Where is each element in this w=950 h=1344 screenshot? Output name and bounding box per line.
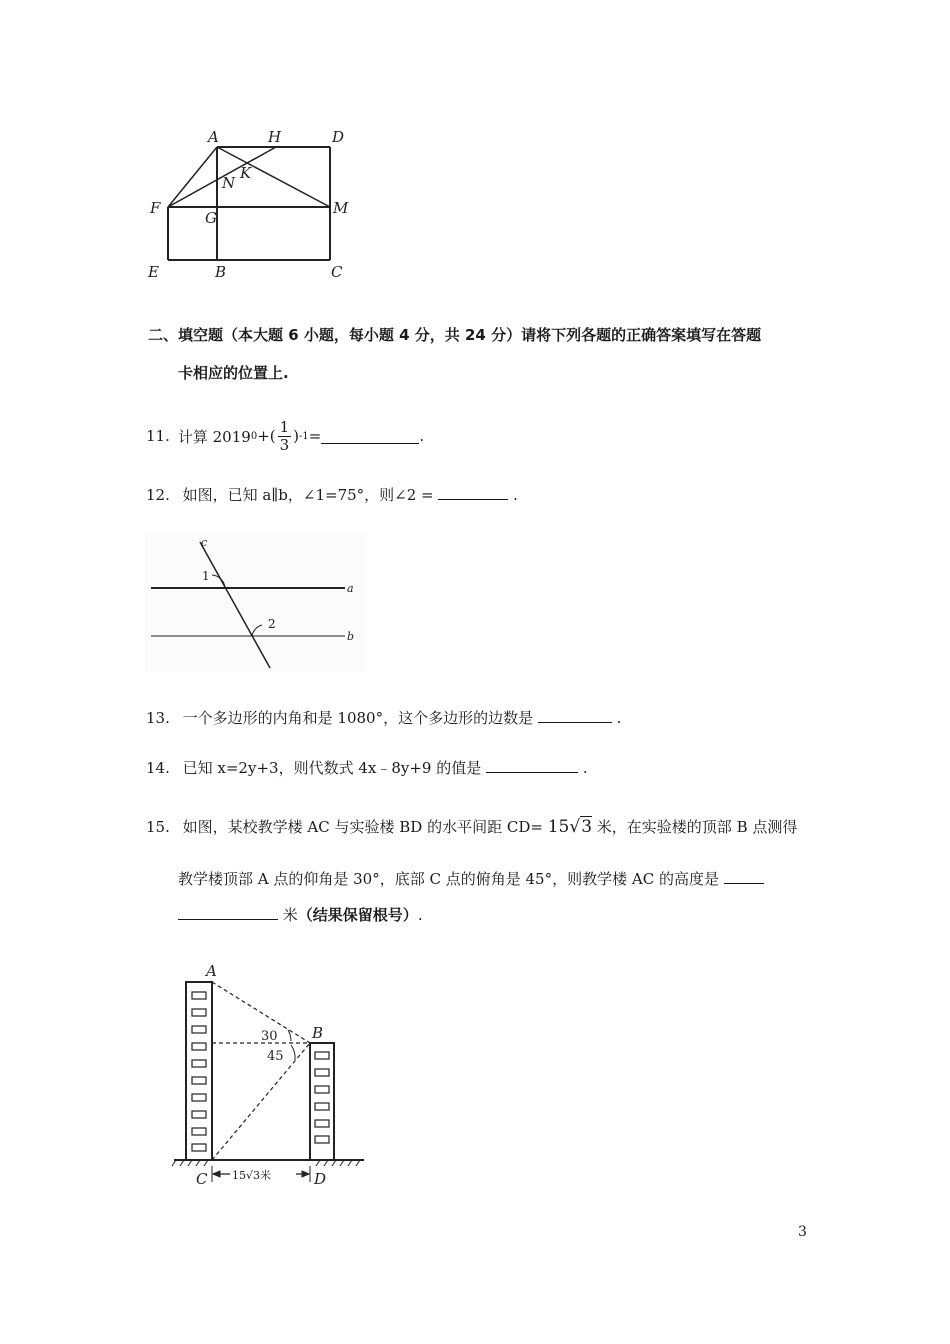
label-C: C: [196, 1170, 208, 1188]
label-B: B: [215, 263, 227, 281]
q15-line1-b: 米，在实验楼的顶部 B 点测得: [596, 818, 798, 836]
question-11: [146, 414, 424, 458]
q15-coef: 15: [547, 817, 570, 837]
question-12: [146, 484, 518, 505]
label-F: F: [150, 199, 161, 217]
label-H: H: [268, 128, 282, 146]
figure-parallel-lines: [145, 532, 365, 672]
q15-radical-expr: 15√3: [547, 817, 593, 837]
q15-note: （结果保留根号）: [297, 906, 418, 924]
q14-end: .: [582, 759, 588, 777]
label-angle-45: 45: [267, 1049, 284, 1064]
q11-number: 11.: [146, 427, 170, 445]
q12-end: .: [513, 486, 518, 504]
q11-end: .: [419, 427, 425, 445]
label-angle-2: 2: [268, 617, 276, 631]
q15-end: .: [417, 906, 423, 924]
question-15-line2: [178, 868, 764, 889]
label-angle-1: 1: [202, 569, 210, 583]
q15-number: 15.: [146, 818, 170, 836]
q11-prefix: 计算 2019: [177, 427, 251, 446]
label-c: c: [201, 536, 208, 549]
label-N: N: [222, 174, 236, 192]
question-14: [146, 757, 588, 778]
label-distance: 15√3米: [232, 1169, 272, 1182]
label-angle-30: 30: [261, 1029, 278, 1044]
figure-rectangle-diagram: [140, 122, 360, 287]
q11-plus: +(: [257, 427, 276, 445]
q11-frac-den: 3: [279, 435, 290, 454]
q15-line1-a: 如图，某校教学楼 AC 与实验楼 BD 的水平间距 CD=: [182, 818, 543, 836]
label-G: G: [205, 209, 217, 227]
q14-text: 已知 x=2y+3，则代数式 4x﹣8y+9 的值是: [182, 759, 482, 777]
page-number: 3: [798, 1224, 807, 1240]
label-C: C: [331, 263, 343, 281]
question-13: [146, 707, 621, 728]
q13-answer-blank[interactable]: [538, 708, 612, 723]
q15-answer-blank-1[interactable]: [724, 869, 764, 884]
q12-answer-blank[interactable]: [438, 485, 508, 500]
q12-number: 12.: [146, 486, 170, 504]
label-a: a: [347, 582, 354, 595]
q15-radicand: 3: [581, 817, 593, 837]
label-A: A: [208, 128, 219, 146]
label-D: D: [332, 128, 345, 146]
figure-buildings: [170, 958, 370, 1190]
section-heading-cont: [178, 362, 289, 383]
label-A: A: [206, 962, 217, 980]
q14-number: 14.: [146, 759, 170, 777]
label-M: M: [333, 199, 349, 217]
q11-fraction: [278, 417, 292, 454]
q15-answer-blank-2[interactable]: [178, 905, 278, 920]
label-K: K: [240, 164, 252, 182]
label-b: b: [347, 630, 355, 643]
section-heading-line1: 二、填空题（本大题 6 小题，每小题 4 分，共 24 分）请将下列各题的正确答案填写在答题: [148, 326, 762, 344]
label-D: D: [314, 1170, 327, 1188]
q11-answer-blank[interactable]: [321, 429, 419, 444]
q13-number: 13.: [146, 709, 170, 727]
q11-frac-num: 1: [279, 417, 290, 436]
q11-exp-neg: -1: [299, 430, 309, 442]
label-E: E: [148, 263, 159, 281]
q11-exp0: 0: [250, 430, 258, 442]
q11-eq: =: [308, 427, 322, 445]
q14-answer-blank[interactable]: [486, 758, 578, 773]
section-heading-line2: 卡相应的位置上.: [178, 364, 289, 382]
section-heading: [148, 324, 761, 345]
q13-end: .: [616, 709, 622, 727]
q11-close: ): [293, 427, 300, 445]
q13-text: 一个多边形的内角和是 1080°，这个多边形的边数是: [182, 709, 534, 727]
q15-line2: 教学楼顶部 A 点的仰角是 30°，底部 C 点的俯角是 45°，则教学楼 AC 的高度是: [178, 870, 719, 888]
q12-text: 如图，已知 a∥b，∠1=75°，则∠2 =: [182, 486, 434, 504]
label-B: B: [312, 1024, 324, 1042]
question-15-line3: [178, 904, 423, 925]
q15-unit: 米: [282, 906, 298, 924]
question-15: [146, 816, 797, 837]
